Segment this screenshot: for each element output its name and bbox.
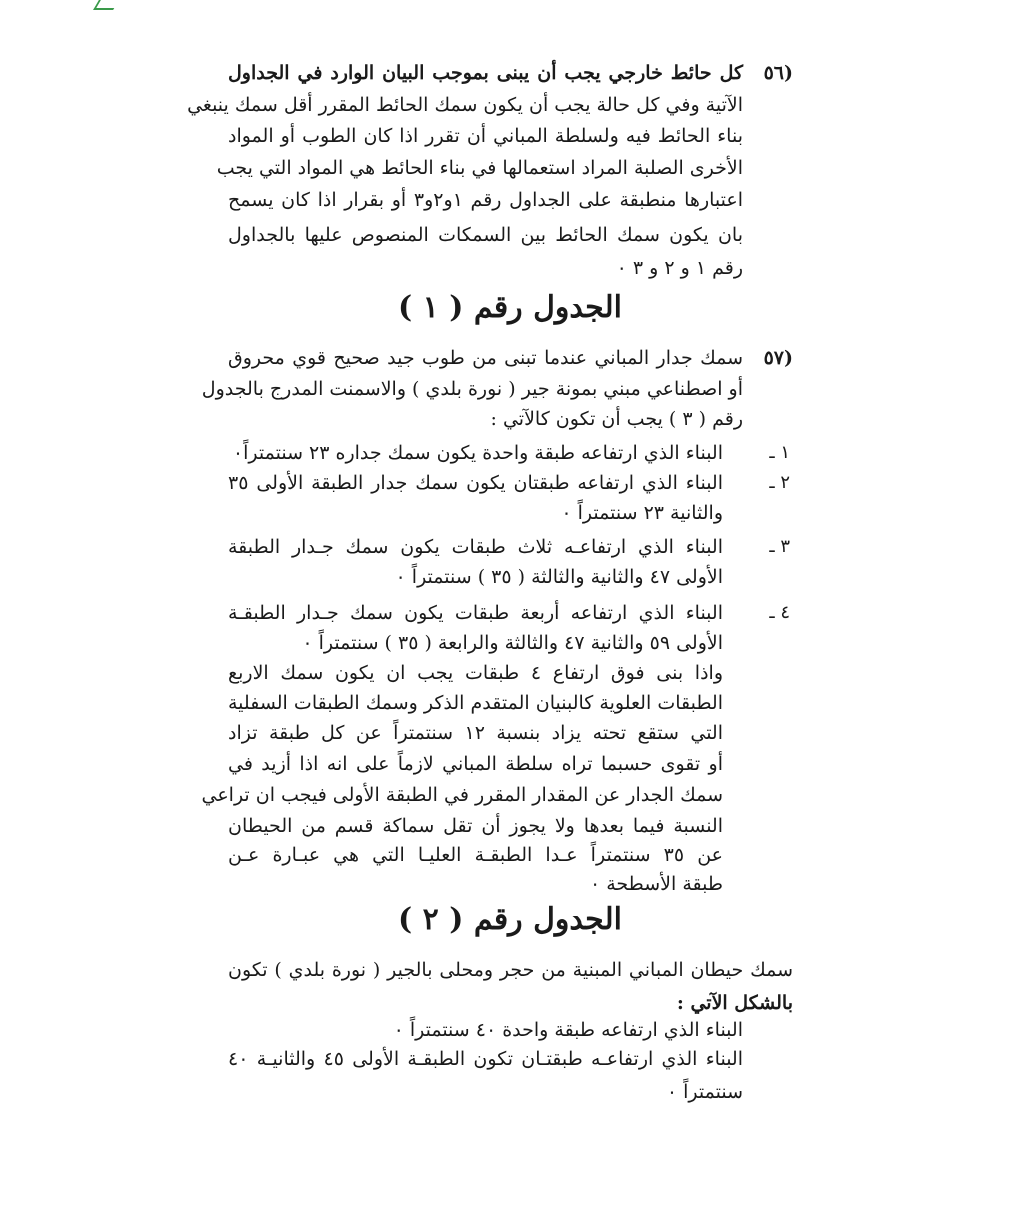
table-2-item-2-line-1: البناء الذي ارتفاعـه طبقتـان تكون الطبقـة الأولى ٤٥ والثانيـة ٤٠ <box>228 1048 743 1070</box>
article-57-intro-3: رقم ( ٣ ) يجب أن تكون كالآتي : <box>490 408 743 430</box>
article-56-line-6: بان يكون سمك الحائط بين السمكات المنصوص عليها بالجداول <box>228 224 743 246</box>
article-57-intro-1: سمك جدار المباني عندما تبنى من طوب جيد صحيح قوي محروق <box>228 347 743 369</box>
article-57-tail-1: واذا بنى فوق ارتفاع ٤ طبقات يجب ان يكون سمك الاربع <box>228 662 723 684</box>
table-2-intro-2: بالشكل الآتي : <box>676 992 793 1014</box>
article-56-line-3: بناء الحائط فيه ولسلطة المباني أن تقرر اذا كان الطوب أو المواد <box>228 125 743 147</box>
item-3-line-2: الأولى ٤٧ والثانية والثالثة ( ٣٥ ) سنتمتراً ٠ <box>395 566 723 588</box>
table-2-intro-1: سمك حيطان المباني المبنية من حجر ومحلى بالجير ( نورة بلدي ) تكون <box>228 959 793 981</box>
article-56-line-5: اعتبارها منطبقة على الجداول رقم ١و٢و٣ أو بقرار اذا كان يسمح <box>228 189 743 211</box>
article-56-line-4: الأخرى الصلبة المراد استعمالها في بناء الحائط هي المواد التي يجب <box>216 157 743 179</box>
corner-mark <box>93 0 119 10</box>
article-56-line-7: رقم ١ و ٢ و ٣ ٠ <box>616 257 743 279</box>
article-56-number: (٥٦ <box>763 62 793 84</box>
item-2-number: ٢ ـ <box>769 472 790 493</box>
article-57-tail-8: طبقة الأسطحة ٠ <box>589 873 723 895</box>
item-4-line-1: البناء الذي ارتفاعه أربعة طبقات يكون سمك جـدار الطبقـة <box>228 602 723 624</box>
item-4-number: ٤ ـ <box>769 602 790 623</box>
item-2-line-1: البناء الذي ارتفاعه طبقتان يكون سمك جدار الطبقة الأولى ٣٥ <box>228 472 723 494</box>
table-2-item-1-line-1: البناء الذي ارتفاعه طبقة واحدة ٤٠ سنتمتراً ٠ <box>393 1019 743 1041</box>
article-57-tail-6: النسبة فيما بعدها ولا يجوز أن تقل سماكة قسم من الحيطان <box>228 815 723 837</box>
table-2-heading: الجدول رقم ( ٢ ) <box>398 902 622 937</box>
item-1-number: ١ ـ <box>769 442 790 463</box>
table-2-item-2-line-2: سنتمتراً ٠ <box>666 1081 743 1103</box>
item-3-number: ٣ ـ <box>769 536 790 557</box>
article-57-tail-3: التي ستقع تحته يزاد بنسبة ١٢ سنتمتراً عن كل طبقة تزاد <box>228 722 724 744</box>
table-1-heading: الجدول رقم ( ١ ) <box>398 290 622 325</box>
article-57-tail-2: الطبقات العلوية كالبنيان المتقدم الذكر وسمك الطبقات السفلية <box>228 692 723 714</box>
item-4-line-2: الأولى ٥٩ والثانية ٤٧ والثالثة والرابعة ( ٣٥ ) سنتمتراً ٠ <box>302 632 723 654</box>
article-57-tail-5: سمك الجدار عن المقدار المقرر في الطبقة الأولى فيجب ان تراعي <box>201 784 723 806</box>
item-3-line-1: البناء الذي ارتفاعـه ثلاث طبقات يكون سمك جـدار الطبقة <box>228 536 723 558</box>
article-57-tail-7: عن ٣٥ سنتمتراً عـدا الطبقـة العليـا التي هي عبـارة عـن <box>228 844 724 866</box>
article-57-intro-2: أو اصطناعي مبني بمونة جير ( نورة بلدي ) والاسمنت المدرج بالجدول <box>201 378 743 400</box>
article-57-tail-4: أو تقوى حسبما تراه سلطة المباني لازماً على انه اذا أزيد في <box>228 753 723 775</box>
article-56-line-1: كل حائط خارجي يجب أن يبنى بموجب البيان الوارد في الجداول <box>228 62 743 84</box>
article-57-number: (٥٧ <box>763 347 793 369</box>
item-1-line-1: البناء الذي ارتفاعه طبقة واحدة يكون سمك جداره ٢٣ سنتمتراً٠ <box>232 442 723 464</box>
article-56-line-2: الآتية وفي كل حالة يجب أن يكون سمك الحائط المقرر أقل سمك ينبغي <box>187 94 743 116</box>
item-2-line-2: والثانية ٢٣ سنتمتراً ٠ <box>561 502 723 524</box>
